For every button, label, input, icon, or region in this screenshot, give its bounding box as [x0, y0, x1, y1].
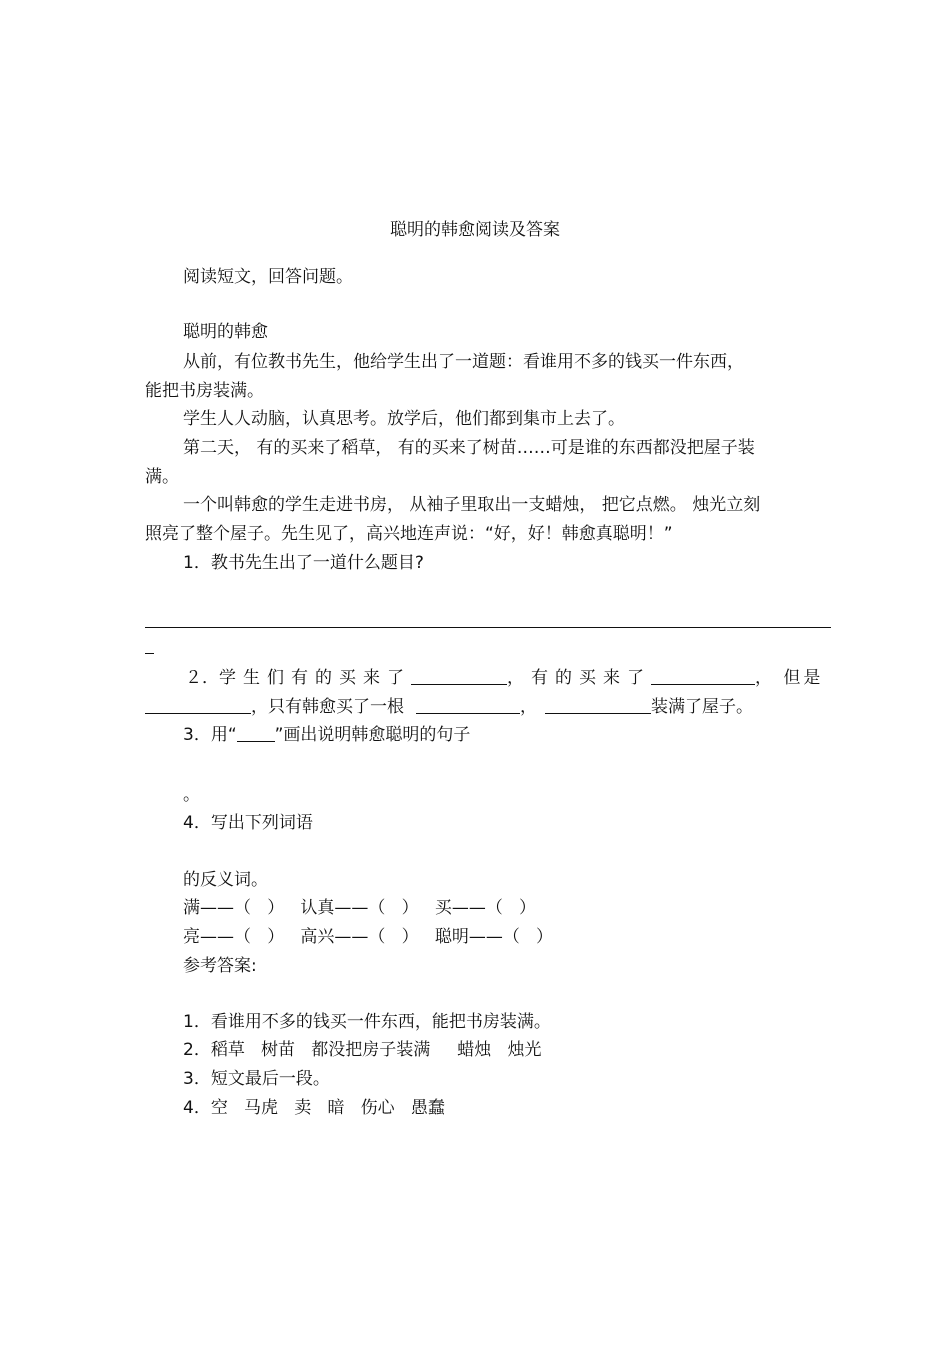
answer-line-1-tail	[145, 653, 154, 654]
answer-line-1	[145, 627, 831, 628]
answer-2: 2．稻草 树苗 都没把房子装满 蜡烛 烛光	[183, 1040, 542, 1060]
antonym-row-2: 亮——（ ） 高兴——（ ） 聪明——（ ）	[183, 927, 554, 947]
question-2-number: ２．	[185, 668, 219, 688]
question-2-text-a: 学生们有的买来了	[219, 668, 411, 688]
question-2-line-1	[185, 666, 823, 690]
question-3	[183, 723, 470, 747]
question-4: 4．写出下列词语	[183, 813, 313, 833]
blank-3[interactable]	[145, 695, 251, 714]
blank-2[interactable]	[651, 666, 755, 685]
answer-1: 1．看谁用不多的钱买一件东西，能把书房装满。	[183, 1012, 551, 1032]
antonym-row-1: 满——（ ） 认真——（ ） 买——（ ）	[183, 898, 537, 918]
question-2-line-2	[145, 695, 753, 719]
question-2-text-b: ，有的买来了	[507, 668, 651, 688]
question-3-text-b: ”画出说明韩愈聪明的句子	[274, 725, 471, 745]
blank-4[interactable]	[416, 695, 520, 714]
question-3-end: 。	[183, 785, 200, 805]
answers-title: 参考答案:	[183, 956, 257, 976]
question-2-text-d: ，只有韩愈买了一根	[251, 697, 404, 717]
question-2-text-e: ，	[520, 697, 537, 717]
passage-title: 聪明的韩愈	[183, 322, 268, 342]
paragraph-3-line-1: 第二天， 有的买来了稻草， 有的买来了树苗……可是谁的东西都没把屋子装	[183, 438, 755, 458]
blank-5[interactable]	[545, 695, 651, 714]
question-2-text-c: ， 但是	[755, 668, 824, 688]
answer-4: 4．空 马虎 卖 暗 伤心 愚蠢	[183, 1098, 445, 1118]
blank-1[interactable]	[411, 666, 507, 685]
paragraph-3-line-2: 满。	[145, 467, 179, 487]
underline-sample	[237, 723, 275, 742]
question-2-text-f: 装满了屋子。	[651, 697, 753, 717]
paragraph-2: 学生人人动脑，认真思考。放学后，他们都到集市上去了。	[183, 409, 625, 429]
answer-3: 3．短文最后一段。	[183, 1069, 330, 1089]
paragraph-4-line-2: 照亮了整个屋子。先生见了，高兴地连声说：“好，好！韩愈真聪明！”	[145, 524, 673, 544]
instruction: 阅读短文，回答问题。	[183, 267, 353, 287]
page-title: 聪明的韩愈阅读及答案	[390, 220, 560, 240]
paragraph-4-line-1: 一个叫韩愈的学生走进书房， 从袖子里取出一支蜡烛， 把它点燃。 烛光立刻	[183, 495, 761, 515]
question-4-continued: 的反义词。	[183, 870, 268, 890]
paragraph-1-line-1: 从前，有位教书先生，他给学生出了一道题：看谁用不多的钱买一件东西，	[183, 352, 744, 372]
question-3-text-a: 3．用“	[183, 725, 237, 745]
paragraph-1-line-2: 能把书房装满。	[145, 381, 264, 401]
question-1: 1．教书先生出了一道什么题目?	[183, 553, 424, 573]
